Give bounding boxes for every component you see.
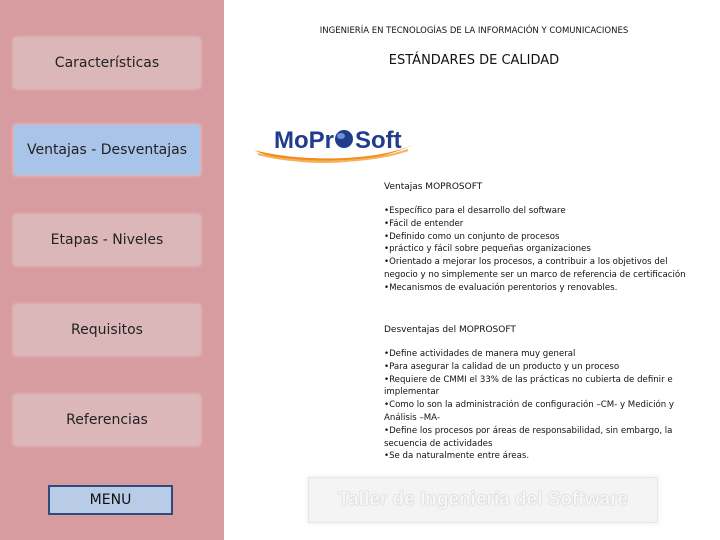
nav-caracteristicas-button[interactable] bbox=[14, 38, 200, 88]
svg-text:MoPr: MoPr bbox=[274, 127, 334, 154]
footer-text: Taller de Ingeniería del Software bbox=[337, 489, 628, 510]
list-item: •Definido como un conjunto de procesos bbox=[384, 231, 560, 242]
list-item: •Requiere de CMMI el 33% de las prácticas no cubierta de definir e implementar bbox=[384, 374, 673, 398]
menu-label: MENU bbox=[89, 492, 132, 508]
nav-label: Ventajas - Desventajas bbox=[26, 142, 188, 158]
moprosoft-logo bbox=[248, 118, 420, 166]
list-item: •Fácil de entender bbox=[384, 218, 464, 229]
nav-label: Referencias bbox=[66, 412, 148, 428]
list-item: •Mecanismos de evaluación perentorios y renovables. bbox=[384, 282, 618, 293]
list-item: •Define los procesos por áreas de responsabilidad, sin embargo, la secuencia de actividades bbox=[384, 425, 673, 449]
nav-etapas-niveles-button[interactable] bbox=[14, 215, 200, 265]
svg-text:Soft: Soft bbox=[355, 127, 402, 154]
list-item: •Como lo son la administración de configuración –CM- y Medición y Análisis –MA- bbox=[384, 400, 674, 423]
list-item: •Orientado a mejorar los procesos, a contribuir a los objetivos del negocio y no simplemente ser un marco de referencia de certificación bbox=[384, 257, 686, 280]
nav-requisitos-button[interactable] bbox=[14, 305, 200, 355]
ventajas-list bbox=[384, 205, 686, 295]
list-item: •Define actividades de manera muy general bbox=[384, 349, 576, 359]
ventajas-heading: Ventajas MOPROSOFT bbox=[384, 182, 483, 192]
nav-label: Características bbox=[54, 55, 160, 71]
footer-banner bbox=[308, 477, 658, 523]
nav-label: Etapas - Niveles bbox=[50, 232, 164, 248]
list-item: •Para asegurar la calidad de un producto y un proceso bbox=[384, 361, 620, 372]
sidebar-divider bbox=[224, 0, 228, 540]
desventajas-list bbox=[384, 348, 686, 463]
list-item: •Específico para el desarrollo del software bbox=[384, 206, 566, 216]
nav-label: Requisitos bbox=[71, 322, 143, 338]
list-item: •Se da naturalmente entre áreas. bbox=[384, 451, 530, 462]
menu-button[interactable] bbox=[48, 485, 173, 515]
desventajas-heading: Desventajas del MOPROSOFT bbox=[384, 325, 516, 335]
page-supertitle: INGENIERÍA EN TECNOLOGÍAS DE LA INFORMACIÓN Y COMUNICACIONES bbox=[319, 26, 629, 36]
page-title: ESTÁNDARES DE CALIDAD bbox=[388, 53, 560, 68]
nav-referencias-button[interactable] bbox=[14, 395, 200, 445]
list-item: •práctico y fácil sobre pequeñas organizaciones bbox=[384, 244, 591, 255]
nav-ventajas-desventajas-button[interactable] bbox=[14, 125, 200, 175]
